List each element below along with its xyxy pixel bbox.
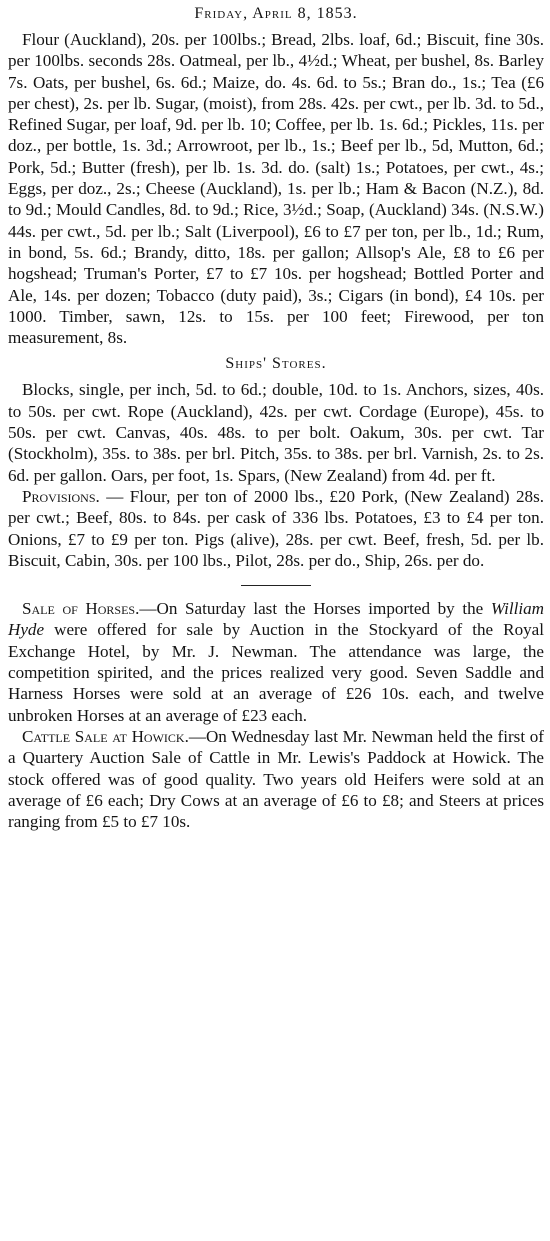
ships-stores-paragraph: Blocks, single, per inch, 5d. to 6d.; double, 10d. to 1s. Anchors, sizes, 40s. to 50s. per cwt. Rope (Auckland), 42s. per cwt. Cordage (Europe), 45s. to 50s. per cwt. Canvas, 40s. 48s. to per bolt. Oakum, 30s. per cwt. Tar (Stockholm), 35s. to 38s. per brl. Pitch, 35s. to 38s. per brl. Varnish, 2s. to 2s. 6d. per gallon. Oars, per foot, 1s. Spars, (New Zealand) from 4d. per ft. (8, 380, 544, 485)
horses-text-a: —On Saturday last the Horses imported by the (139, 599, 491, 619)
provisions-lead: Provisions. (22, 486, 100, 506)
provisions-paragraph (8, 486, 544, 571)
market-prices-paragraph: Flour (Auckland), 20s. per 100lbs.; Bread, 2lbs. loaf, 6d.; Biscuit, fine 30s. per 100lbs. seconds 28s. Oatmeal, per lb., 4½d.; Wheat, per bushel, 8s. Barley 7s. Oats, per bushel, 6s. 6d.; Maize, do. 4s. 6d. to 5s.; Bran do., 1s.; Tea (£6 per chest), 2s. per lb. Sugar, (moist), from 28s. 42s. per cwt., per lb. 3d. to 5d., Refined Sugar, per loaf, 9d. per lb. 10; Coffee, per lb. 1s. 6d.; Pickles, 11s. per doz., per bottle, 1s. 3d.; Arrowroot, per lb., 1s.; Beef per lb., 5d, Mutton, 6d.; Pork, 5d.; Butter (fresh), per lb. 1s. 3d. do. (salt) 1s.; Potatoes, per cwt., 4s.; Eggs, per doz., 2s.; Cheese (Auckland), 1s. per lb.; Ham & Bacon (N.Z.), 8d. to 9d.; Mould Candles, 8d. to 9d.; Rice, 3½d.; Soap, (Auckland) 34s. (N.S.W.) 44s. per cwt., 5d. per lb.; Salt (Liverpool), £6 to £7 per ton, per lb., 1d.; Rum, in bond, 5s. 6d.; Brandy, ditto, 18s. per gallon; Allsop's Ale, £8 to £6 per hogshead; Truman's Porter, £7 to £7 10s. per hogshead; Bottled Porter and Ale, 14s. per dozen; Tobacco (duty paid), 3s.; Cigars (in bond), £4 10s. per 1000. Timber, sawn, 12s. to 15s. per 100 feet; Firewood, per ton measurement, 8s. (8, 30, 544, 348)
horses-lead: Sale of Horses. (22, 599, 140, 619)
horses-paragraph (8, 598, 544, 726)
cattle-paragraph (8, 726, 544, 832)
provisions-text: — Flour, per ton of 2000 lbs., £20 Pork, (New Zealand) 28s. per cwt.; Beef, 80s. to 84s. per cask of 336 lbs. Potatoes, £3 to £4 per ton. Onions, £7 to £9 per ton. Pigs (alive), 28s. per cwt. Beef, fresh, 5d. per lb. Biscuit, Cabin, 30s. per 100 lbs., Pilot, 28s. per do., Ship, 26s. per do. (8, 486, 544, 570)
ships-stores-heading: Ships' Stores. (225, 355, 327, 373)
ship-name: William Hyde (8, 599, 544, 640)
section-divider (241, 585, 311, 586)
horses-text-b: were offered for sale by Auction in the Stockyard of the Royal Exchange Hotel, by Mr. J. Newman. The attendance was large, the competition spirited, and the prices realized very good. Seven Saddle and Harness Horses were sold at an average of £26 10s. each, and twelve unbroken Horses at an average of £23 each. (8, 620, 544, 725)
market-date-heading: Friday, April 8, 1853. (194, 5, 358, 22)
cattle-text: —On Wednesday last Mr. Newman held the first of a Quartery Auction Sale of Cattle in Mr. Lewis's Paddock at Howick. The stock offered was of good quality. Two years old Heifers were sold at an average of £6 each; Dry Cows at an average of £6 to £8; and Steers at prices ranging from £5 to £7 10s. (8, 726, 544, 832)
cattle-lead: Cattle Sale at Howick. (22, 726, 189, 746)
